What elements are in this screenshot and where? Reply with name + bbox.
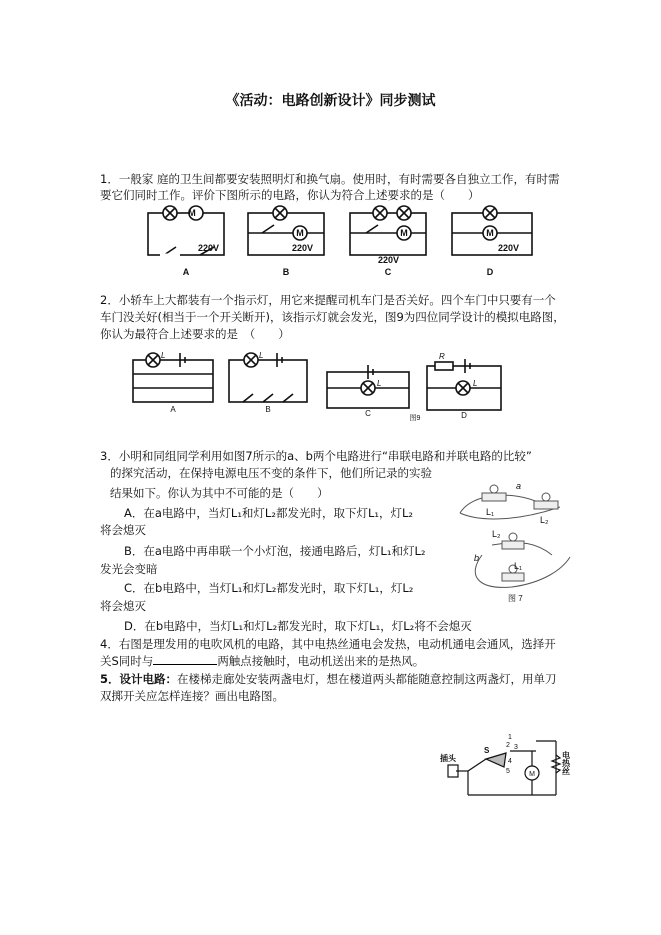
q4-answer-blank <box>153 654 217 665</box>
q1-motor-d: M <box>486 228 494 238</box>
q3-line3: 结果如下。你认为其中不可能的是（ ） <box>110 486 329 500</box>
q1-voltage-b: 220V <box>292 243 314 253</box>
q2-figure-caption: 图9 <box>409 415 421 422</box>
q4-fig-contact-4: 4 <box>508 758 512 765</box>
q5-label: 5．设计电路： <box>100 672 178 686</box>
q1-line1: 1．一般家 庭的卫生间都要安装照明灯和换气扇。使用时，有时需要各自独立工作，有时需 <box>100 172 560 186</box>
q4-fig-contact-1: 1 <box>508 734 512 741</box>
q4-fig-switch: S <box>484 746 490 755</box>
q1-option-c: C <box>384 267 392 277</box>
q1-voltage-d: 220V <box>498 243 520 253</box>
q2-option-a: A <box>170 405 176 414</box>
q3-fig-l1-b: L₁ <box>514 561 523 571</box>
q3-fig-l2-b: L₂ <box>492 529 501 539</box>
q3-option-b-line2: 发光会变暗 <box>100 562 158 576</box>
q4-fig-contact-2: 2 <box>506 742 510 749</box>
q1-circuit-figure <box>140 203 550 278</box>
page-title: 《活动：电路创新设计》同步测试 <box>225 93 436 109</box>
q3-option-c-line2: 将会熄灭 <box>100 599 146 613</box>
q1-motor-b: M <box>296 228 304 238</box>
q2-option-b: B <box>265 405 271 414</box>
q4-line2 <box>100 654 424 668</box>
q4-line1: 4．右图是理发用的电吹风机的电路，其中电热丝通电会发热，电动机通电会通风，选择开 <box>100 637 556 651</box>
q3-fig-label-b: b <box>474 553 480 563</box>
q2-lamp-d: L <box>473 379 478 388</box>
q3-line1: 3．小明和同组同学利用如图7所示的a、b两个电路进行“串联电路和并联电路的比较” <box>100 449 532 463</box>
q3-option-b-line1: B．在a电路中再串联一个小灯泡，接通电路后，灯L₁和灯L₂ <box>124 544 426 558</box>
q4-fig-motor: M <box>529 771 535 778</box>
q5-text1: 在楼梯走廊处安装两盏电灯，想在楼道两头都能随意控制这两盏灯，用单刀 <box>177 672 557 686</box>
q4-fig-heater-label: 电热丝 <box>561 751 571 775</box>
q3-fig-l1-a: L₁ <box>486 507 495 517</box>
q2-line2: 车门没关好(相当于一个开关断开)，该指示灯就会发光，图9为四位同学设计的模拟电路图， <box>100 310 565 324</box>
q1-voltage-a: 220V <box>198 243 220 253</box>
q3-option-d: D．在b电路中，当灯L₁和灯L₂都发光时，取下灯L₁，灯L₂将不会熄灭 <box>124 619 472 633</box>
q4-fig-contact-5: 5 <box>506 768 510 775</box>
q2-resistor-d: R <box>439 352 445 361</box>
q1-line2: 要它们同时工作。评价下图所示的电路，你认为符合上述要求的是（ ） <box>100 188 480 202</box>
q3-figure-caption: 图 7 <box>508 594 523 603</box>
q2-lamp-c: L <box>377 379 382 388</box>
q1-motor-c: M <box>400 228 408 238</box>
q3-fig-l2-a: L₂ <box>540 515 549 525</box>
q4-fig-contact-3: 3 <box>514 744 518 751</box>
q2-line1: 2．小轿车上大都装有一个指示灯，用它来提醒司机车门是否关好。四个车门中只要有一个 <box>100 293 556 307</box>
q2-option-c: C <box>365 409 371 418</box>
q3-line2: 的探究活动，在保持电源电压不变的条件下，他们所记录的实验 <box>110 466 432 480</box>
q4-hair-dryer-figure <box>438 725 588 805</box>
q3-experiment-figure <box>452 475 584 607</box>
q4-fig-plug: 插头 <box>440 754 456 763</box>
q3-option-a-line1: A．在a电路中，当灯L₁和灯L₂都发光时，取下灯L₁，灯L₂ <box>124 506 413 520</box>
q1-motor-a: M <box>188 208 196 218</box>
q1-option-a: A <box>182 267 190 277</box>
q2-option-d: D <box>461 411 467 420</box>
q2-lamp-b: L <box>259 351 264 360</box>
q5-line2: 双掷开关应怎样连接？画出电路图。 <box>100 689 284 703</box>
q3-fig-label-a: a <box>516 481 522 491</box>
q2-lamp-a: L <box>161 351 166 360</box>
q5-line1 <box>100 672 557 686</box>
q4-line2-prefix: 关S同时与 <box>100 654 154 668</box>
q3-option-a-line2: 将会熄灭 <box>100 523 146 537</box>
q4-line2-suffix: 两触点接触时，电动机送出来的是热风。 <box>217 654 425 668</box>
q2-circuit-figure <box>125 350 510 422</box>
q3-option-c-line1: C．在b电路中，当灯L₁和灯L₂都发光时，取下灯L₁，灯L₂ <box>124 581 414 595</box>
q1-voltage-c: 220V <box>378 255 400 265</box>
q2-line3: 你认为最符合上述要求的是 （ ） <box>100 327 290 341</box>
q1-option-b: B <box>282 267 290 277</box>
q1-option-d: D <box>486 267 494 277</box>
